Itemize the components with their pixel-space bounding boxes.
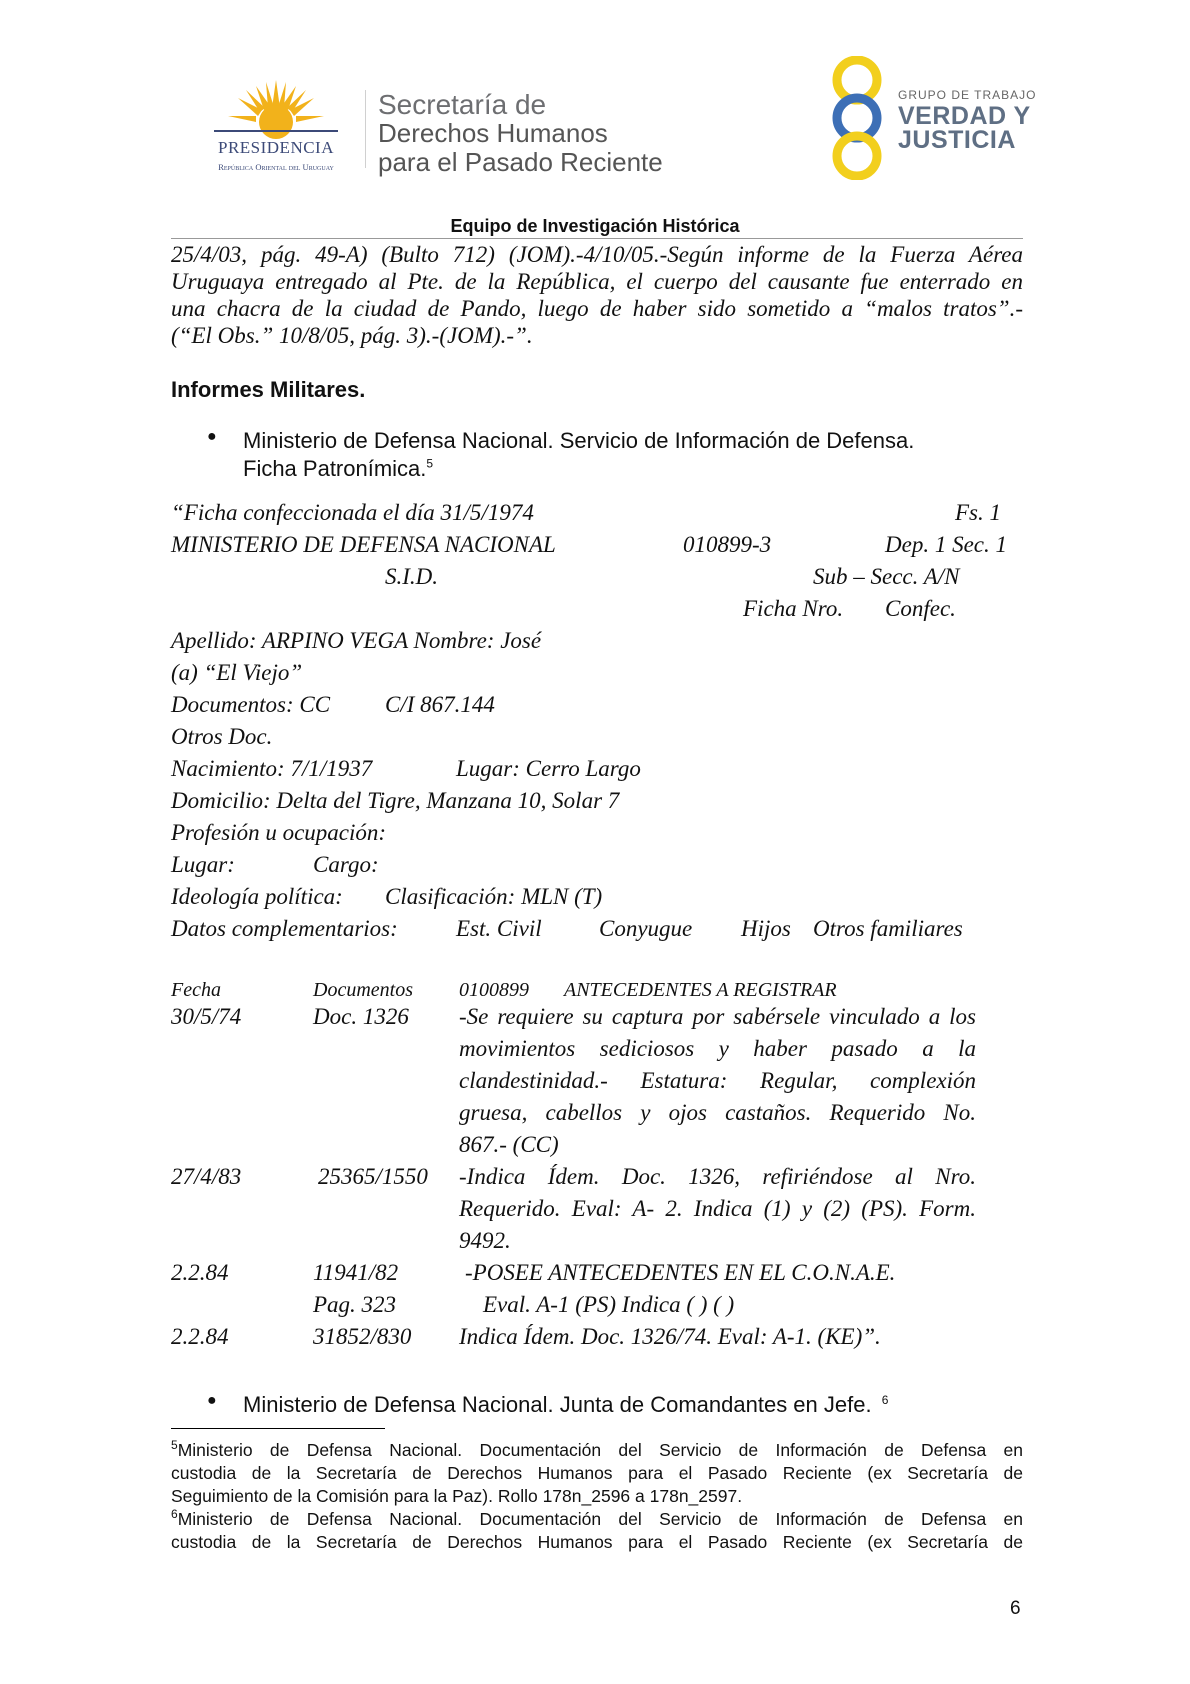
header-divider [365, 90, 366, 168]
ficha-apellido: Apellido: ARPINO VEGA Nombre: José [171, 628, 542, 653]
row1-line3: clandestinidad.- Estatura: Regular, complexión [459, 1068, 976, 1093]
secretaria-logo-text [378, 90, 663, 177]
page-number: 6 [1010, 1598, 1021, 1619]
col-num: 0100899 [459, 979, 529, 1001]
row3-doc: 11941/82 [313, 1260, 399, 1285]
col-documentos: Documentos [313, 979, 413, 1001]
ficha-fs: Fs. 1 [955, 500, 1001, 525]
row2-line3: 9492. [459, 1228, 511, 1253]
bullet1-line2 [243, 456, 433, 482]
grupo-label: GRUPO DE TRABAJO [898, 88, 1037, 102]
row3-fecha: 2.2.84 [171, 1260, 229, 1285]
republica-label: República Oriental del Uruguay [218, 162, 334, 172]
ficha-documentos: Documentos: CC [171, 692, 331, 717]
presidencia-label: PRESIDENCIA [217, 138, 334, 157]
ficha-ministerio: MINISTERIO DE DEFENSA NACIONAL [171, 532, 556, 557]
row3-line1: -POSEE ANTECEDENTES EN EL C.O.N.A.E. [465, 1260, 896, 1285]
row1-line2: movimientos sediciosos y haber pasado a la [459, 1036, 976, 1061]
ficha-datos-comp: Datos complementarios: [171, 916, 398, 941]
fn6-line1 [171, 1503, 1023, 1531]
row1-line5: 867.- (CC) [459, 1132, 559, 1157]
fn5-line1-text: Ministerio de Defensa Nacional. Documentación del Servicio de Información de Defensa en [177, 1439, 1023, 1460]
ficha-lugar-nac: Lugar: Cerro Largo [456, 756, 641, 781]
ficha-subsecc: Sub – Secc. A/N [813, 564, 960, 589]
ficha-profesion: Profesión u ocupación: [171, 820, 387, 845]
col-fecha: Fecha [171, 979, 221, 1001]
row4-line1: Indica Ídem. Doc. 1326/74. Eval: A-1. (KE)”. [459, 1324, 881, 1349]
footnote-ref-5[interactable]: 5 [426, 456, 434, 471]
ficha-otros-familiares: Otros familiares [813, 916, 963, 941]
ficha-nacimiento: Nacimiento: 7/1/1937 [171, 756, 373, 781]
team-title: Equipo de Investigación Histórica [450, 216, 740, 236]
ficha-confeccionada: “Ficha confeccionada el día 31/5/1974 [171, 500, 534, 525]
row4-doc: 31852/830 [313, 1324, 412, 1349]
bullet-dot-2: ● [207, 1392, 217, 1409]
bullet2-text: Ministerio de Defensa Nacional. Junta de Comandantes en Jefe. [243, 1392, 872, 1417]
fn6-line2: custodia de la Secretaría de Derechos Humanos para el Pasado Reciente (ex Secretaría de [171, 1531, 1023, 1552]
row3-doc2: Pag. 323 [313, 1292, 397, 1317]
row1-fecha: 30/5/74 [171, 1004, 242, 1029]
intro-line-1: 25/4/03, pág. 49-A) (Bulto 712) (JOM).-4/10/05.-Según informe de la Fuerza Aérea [171, 242, 1023, 267]
ficha-clasificacion: Clasificación: MLN (T) [385, 884, 603, 909]
row4-fecha: 2.2.84 [171, 1324, 229, 1349]
presidencia-logo [196, 78, 356, 178]
ficha-domicilio: Domicilio: Delta del Tigre, Manzana 10, Solar 7 [171, 788, 620, 813]
sun-icon [196, 78, 356, 144]
ficha-dep: Dep. 1 Sec. 1 [885, 532, 1007, 557]
ficha-cargo: Cargo: [313, 852, 379, 877]
secretaria-line3: para el Pasado Reciente [378, 147, 663, 177]
ficha-lugar: Lugar: [171, 852, 235, 877]
section-heading: Informes Militares. [171, 377, 366, 402]
fn5-num: 5 [171, 1438, 178, 1452]
row1-line1: -Se requiere su captura por sabérsele vinculado a los [459, 1004, 976, 1029]
header-rule [171, 238, 1023, 239]
secretaria-line2: Derechos Humanos [378, 118, 608, 148]
ficha-nro: Ficha Nro. [743, 596, 844, 621]
ficha-confec: Confec. [885, 596, 956, 621]
ficha-otros-doc: Otros Doc. [171, 724, 273, 749]
fn6-num: 6 [171, 1507, 178, 1521]
fn5-line3: Seguimiento de la Comisión para la Paz). Rollo 178n_2596 a 178n_2597. [171, 1485, 743, 1506]
fn6-line1-text: Ministerio de Defensa Nacional. Documentación del Servicio de Información de Defensa en [177, 1508, 1023, 1529]
row2-doc: 25365/1550 [318, 1164, 428, 1189]
verdad-justicia-logo [822, 56, 1042, 182]
intro-line-4: (“El Obs.” 10/8/05, pág. 3).-(JOM).-”. [171, 323, 533, 348]
footnote-separator [171, 1428, 385, 1429]
row1-line4: gruesa, cabellos y ojos castaños. Requerido No. [459, 1100, 976, 1125]
ficha-numero: 010899-3 [683, 532, 772, 557]
col-title: ANTECEDENTES A REGISTRAR [564, 979, 837, 1001]
intro-line-2: Uruguaya entregado al Pte. de la República, el cuerpo del causante fue enterrado en [171, 269, 1023, 294]
ficha-alias: (a) “El Viejo” [171, 660, 303, 685]
ficha-est-civil: Est. Civil [456, 916, 542, 941]
row3-line2: Eval. A-1 (PS) Indica ( ) ( ) [483, 1292, 735, 1317]
bullet1-line2-text: Ficha Patronímica. [243, 456, 427, 481]
row2-fecha: 27/4/83 [171, 1164, 242, 1189]
bullet1-line1: Ministerio de Defensa Nacional. Servicio de Información de Defensa. [243, 428, 915, 453]
bullet-dot-1: ● [207, 428, 217, 445]
row2-line1: -Indica Ídem. Doc. 1326, refiriéndose al Nro. [459, 1164, 976, 1189]
row2-line2: Requerido. Eval: A- 2. Indica (1) y (2) (PS). Form. [459, 1196, 976, 1221]
footnote-ref-6[interactable]: 6 [881, 1392, 889, 1407]
ficha-conyugue: Conyugue [599, 916, 693, 941]
fn5-line1 [171, 1434, 1023, 1462]
footnote-5 [171, 1434, 1023, 1508]
bullet2-line [243, 1392, 888, 1418]
footnote-6 [171, 1503, 1023, 1554]
linked-rings-icon [822, 56, 892, 180]
ficha-sid: S.I.D. [385, 564, 439, 589]
justicia-label: JUSTICIA [898, 126, 1016, 154]
secretaria-line1: Secretaría de [378, 89, 547, 120]
ficha-ideologia: Ideología política: [171, 884, 343, 909]
fn5-line2: custodia de la Secretaría de Derechos Humanos para el Pasado Reciente (ex Secretaría de [171, 1462, 1023, 1483]
ficha-hijos: Hijos [741, 916, 791, 941]
ficha-ci: C/I 867.144 [385, 692, 495, 717]
row1-doc: Doc. 1326 [313, 1004, 409, 1029]
intro-line-3: una chacra de la ciudad de Pando, luego de haber sido sometido a “malos tratos”.- [171, 296, 1023, 321]
verdad-label: VERDAD Y [898, 102, 1031, 130]
